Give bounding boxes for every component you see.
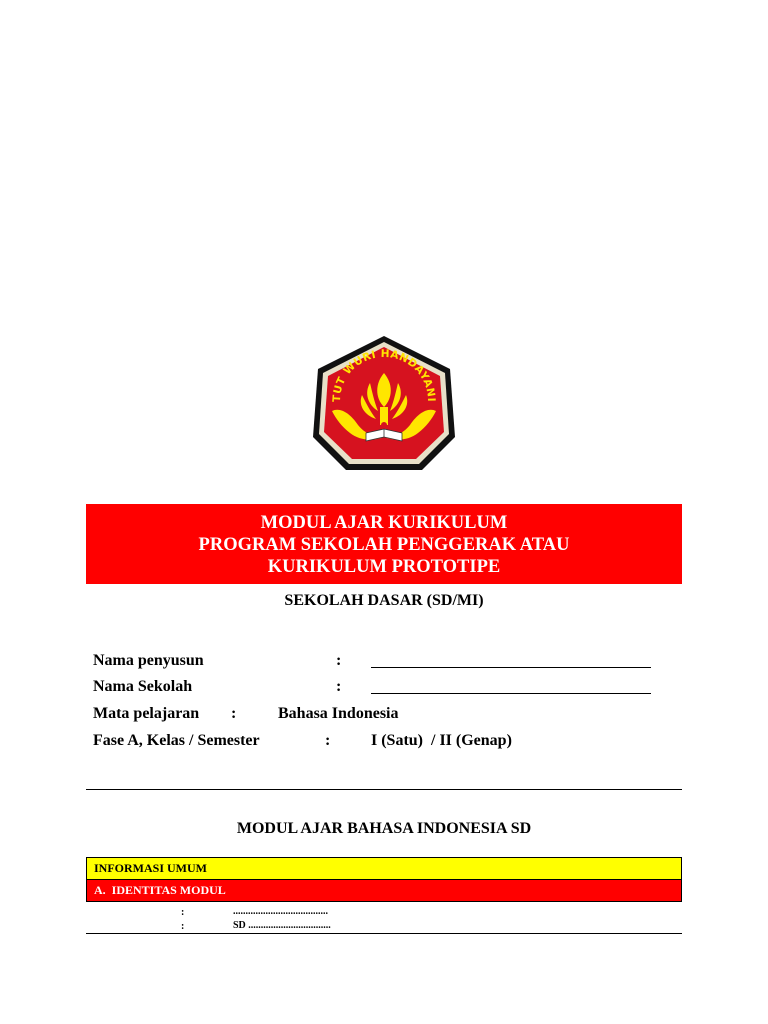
author-blank-field[interactable] [371,667,651,668]
subject-label: Mata pelajaran [93,705,200,722]
logo-motto: TUT WURI HANDAYANI [330,347,438,403]
phase-value: I (Satu) / II (Genap) [371,732,512,749]
title-banner [86,504,682,584]
field-row-2-value[interactable]: SD ................................. [233,920,331,931]
field-row-2-colon: : [181,921,185,932]
school-name-colon: : [336,678,342,695]
subject-value: Bahasa Indonesia [278,705,399,722]
title-line-1: MODUL AJAR KURIKULUM [260,513,508,533]
general-info-table [86,857,682,902]
section-divider [86,789,682,790]
author-colon: : [336,652,342,669]
field-row-1-colon: : [181,907,185,918]
module-heading: MODUL AJAR BAHASA INDONESIA SD [236,820,532,837]
school-name-blank-field[interactable] [371,693,651,694]
subject-colon: : [231,705,237,722]
field-row-1-value[interactable]: ...................................... [233,906,328,917]
general-info-header-row: INFORMASI UMUM [86,857,682,880]
title-line-3: KURIKULUM PROTOTIPE [267,557,501,577]
title-line-2: PROGRAM SEKOLAH PENGGERAK ATAU [198,535,570,555]
school-level-subtitle: SEKOLAH DASAR (SD/MI) [284,592,484,609]
school-name-label: Nama Sekolah [93,678,193,695]
table-bottom-line [86,933,682,934]
tut-wuri-handayani-logo-icon [310,333,458,473]
phase-colon: : [325,732,331,749]
phase-class-semester-label: Fase A, Kelas / Semester [93,732,260,749]
module-identity-row: A. IDENTITAS MODUL [86,880,682,902]
author-label: Nama penyusun [93,652,204,669]
